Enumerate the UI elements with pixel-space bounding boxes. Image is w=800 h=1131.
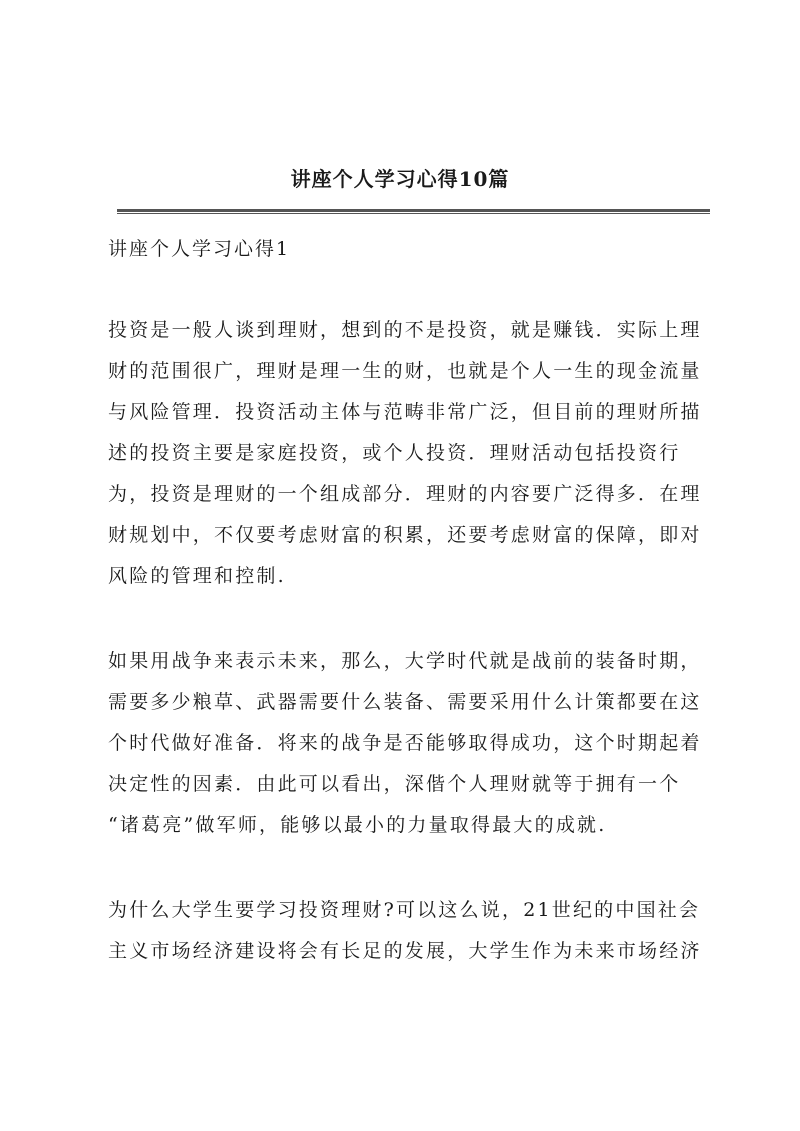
section-heading: 讲座个人学习心得1 <box>108 238 291 260</box>
paragraph <box>108 310 708 597</box>
paragraph-line: 决定性的因素．由此可以看出，深偕个人理财就等于拥有一个 <box>108 773 681 795</box>
title-divider <box>117 209 710 214</box>
paragraph-line: 为，投资是理财的一个组成部分．理财的内容要广泛得多．在理 <box>108 483 702 505</box>
paragraph-line: 主义市场经济建设将会有长足的发展，大学生作为未来市场经济 <box>108 940 702 962</box>
paragraph-line: 风险的管理和控制. <box>108 565 286 587</box>
paragraph-line: “诸葛亮”做军师，能够以最小的力量取得最大的成就. <box>108 814 607 836</box>
paragraph-line: 个时代做好准备．将来的战争是否能够取得成功，这个时期起着 <box>108 732 702 754</box>
paragraph <box>108 641 708 846</box>
paragraph-line: 投资是一般人谈到理财，想到的不是投资，就是赚钱．实际上理 <box>108 319 702 341</box>
paragraph-line: 与风险管理．投资活动主体与范畴非常广泛，但目前的理财所描 <box>108 401 702 423</box>
paragraph-line: 如果用战争来表示未来，那么，大学时代就是战前的装备时期， <box>108 650 702 672</box>
document-title: 讲座个人学习心得10篇 <box>290 167 510 191</box>
paragraph-line: 财的范围很广，理财是理一生的财，也就是个人一生的现金流量 <box>108 360 702 382</box>
paragraph-line: 为什么大学生要学习投资理财?可以这么说，21世纪的中国社会 <box>108 899 701 921</box>
paragraph <box>108 890 708 972</box>
paragraph-line: 述的投资主要是家庭投资，或个人投资．理财活动包括投资行 <box>108 442 681 464</box>
paragraph-line: 财规划中，不仅要考虑财富的积累，还要考虑财富的保障，即对 <box>108 524 702 546</box>
paragraph-line: 需要多少粮草、武器需要什么装备、需要采用什么计策都要在这 <box>108 691 702 713</box>
